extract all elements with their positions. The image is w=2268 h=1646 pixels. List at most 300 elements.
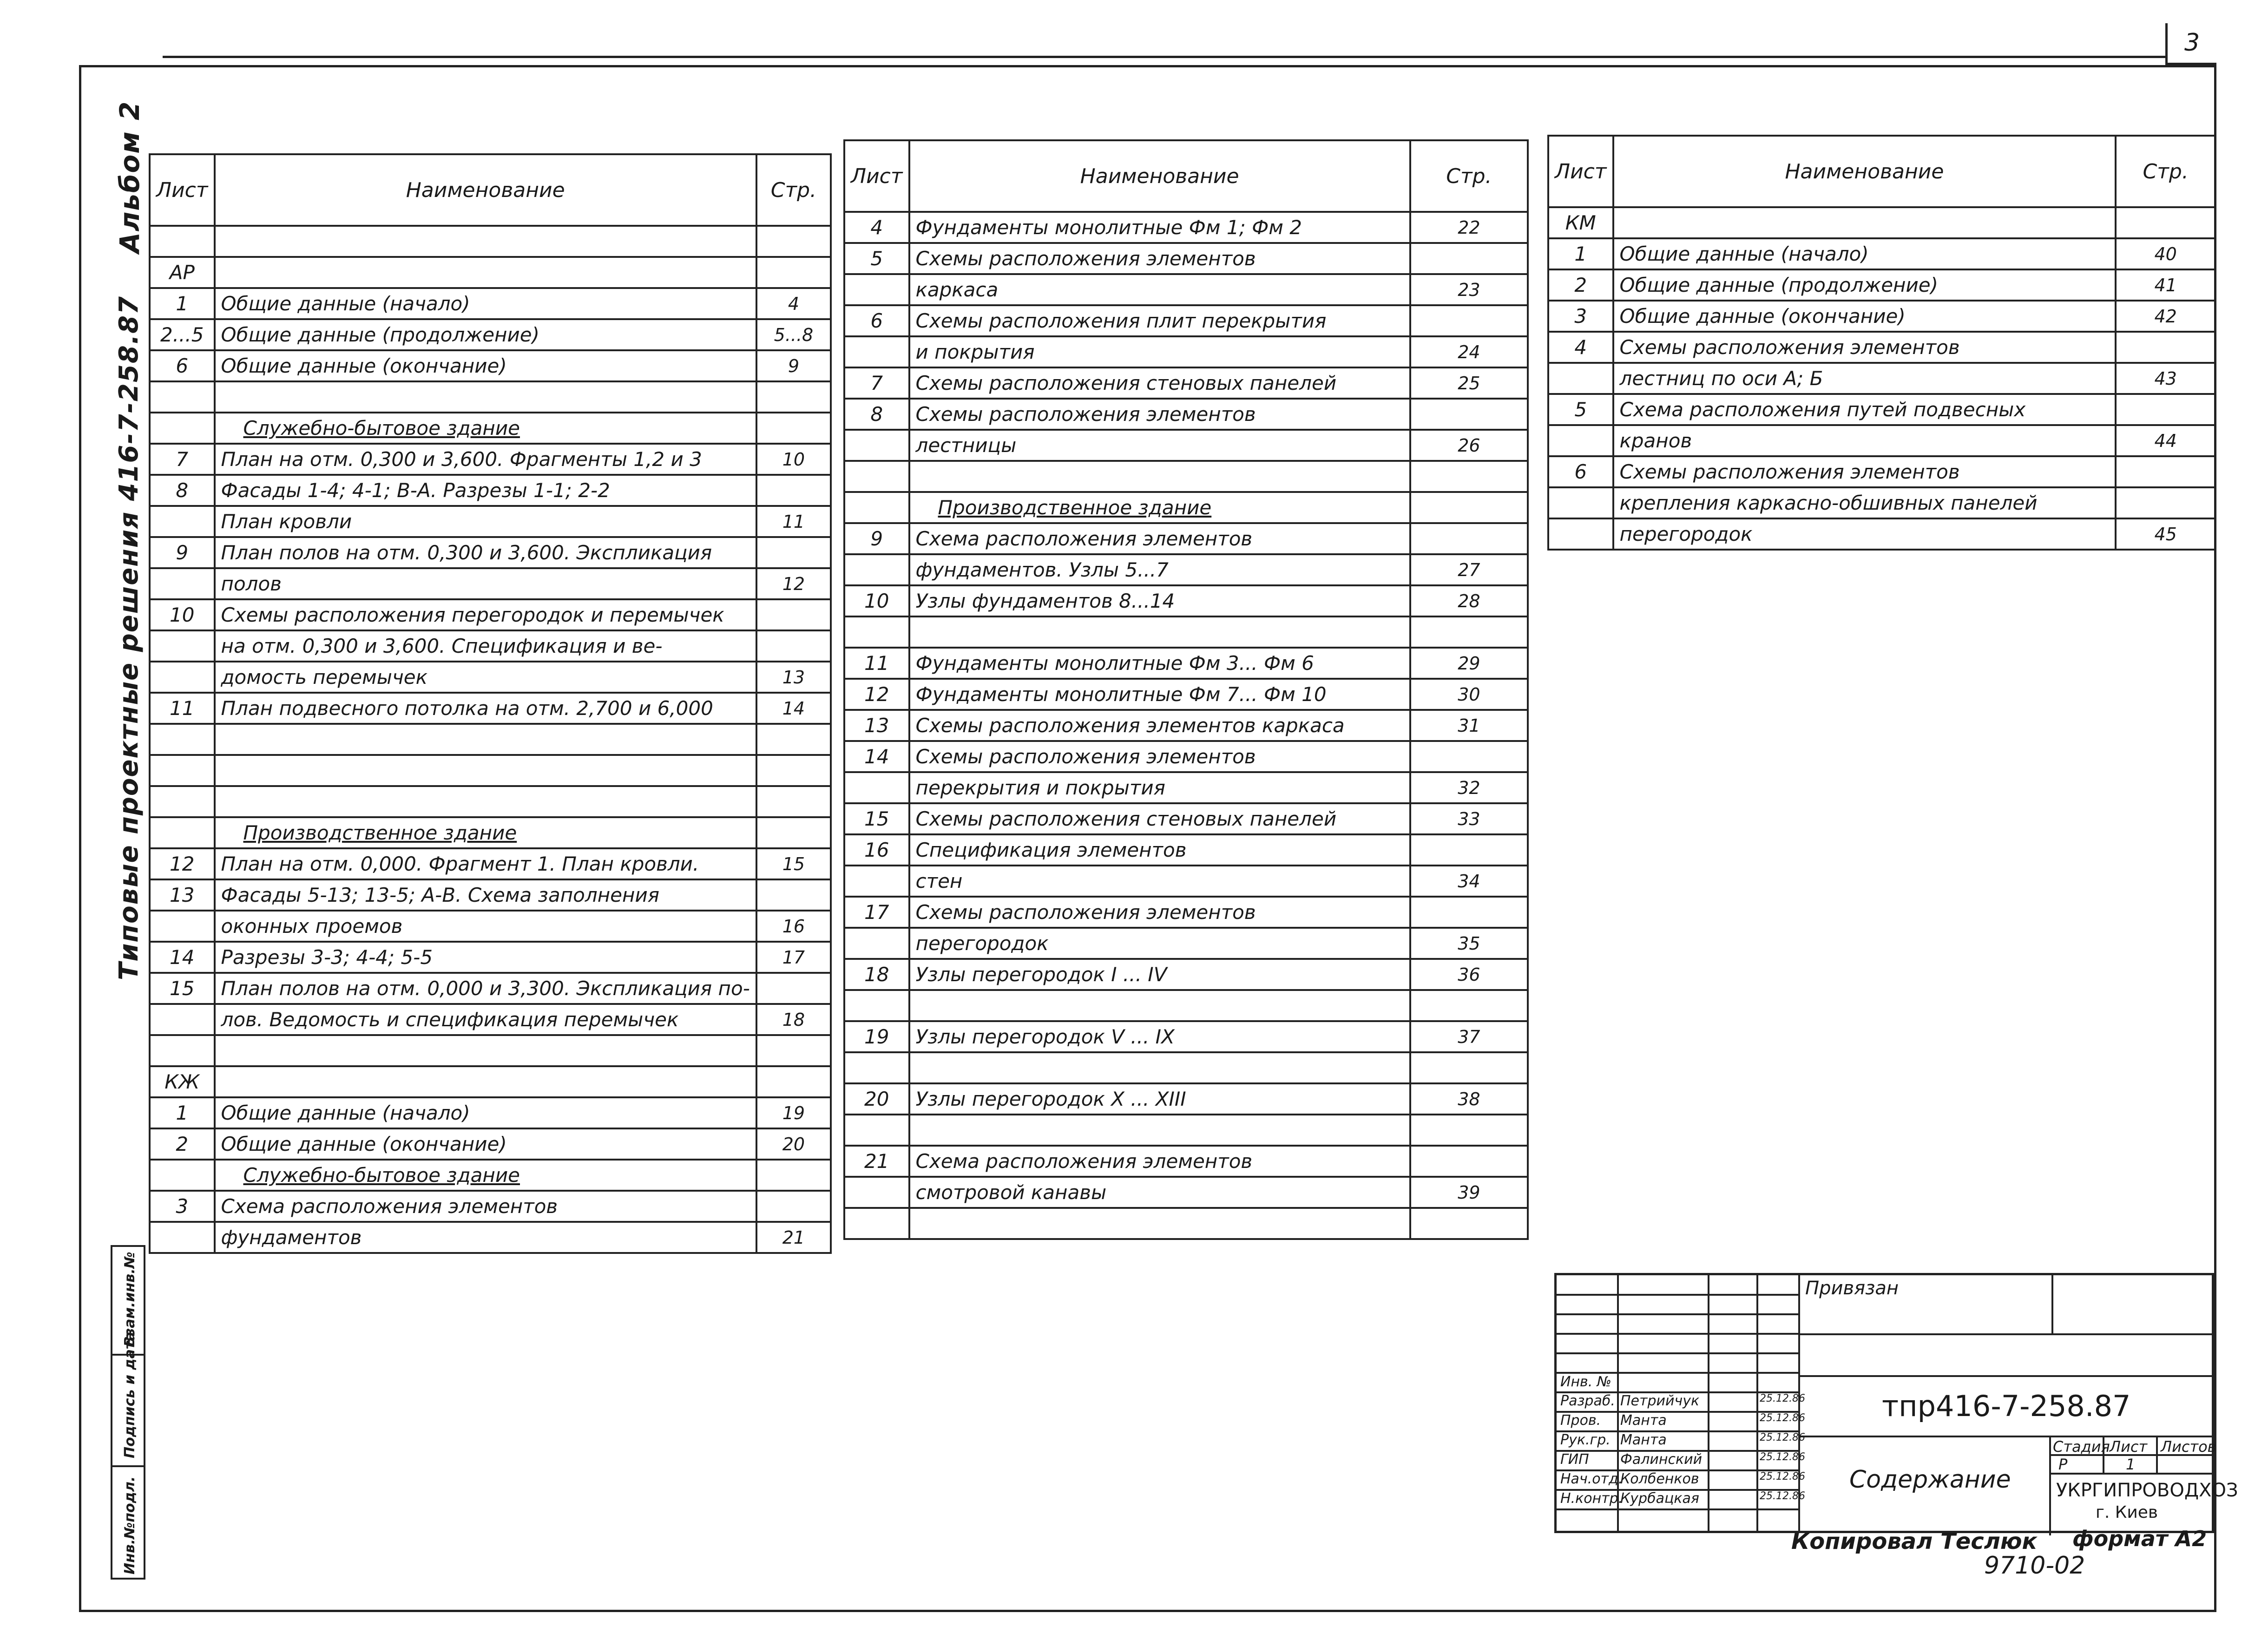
- table-row: [844, 1208, 1528, 1239]
- sheet-cell: [844, 554, 909, 585]
- page-cell: [756, 226, 831, 257]
- page-cell: 23: [1410, 274, 1528, 305]
- page-cell: 36: [1410, 959, 1528, 990]
- page-cell: [2116, 332, 2215, 363]
- page-cell: 5...8: [756, 319, 831, 350]
- sheet-cell: 11: [150, 693, 215, 724]
- table-row: [150, 1035, 831, 1066]
- sheet-cell: 6: [150, 350, 215, 381]
- sheets-label: Листов: [2161, 1438, 2216, 1456]
- name-cell: Схемы расположения элементов: [909, 399, 1410, 430]
- sheet-cell: 4: [844, 212, 909, 243]
- role-name: Фалинский: [1620, 1451, 1703, 1468]
- table-row: [150, 786, 831, 817]
- name-cell: План полов на отм. 0,000 и 3,300. Экспликация по-: [215, 973, 756, 1004]
- sheet-cell: [844, 616, 909, 648]
- table-row: [1548, 238, 2215, 269]
- table-row: [150, 288, 831, 319]
- role-name: Манта: [1620, 1412, 1667, 1429]
- sheet-cell: 20: [844, 1083, 909, 1115]
- table-row: [844, 1052, 1528, 1083]
- sheet-cell: 5: [1548, 394, 1613, 425]
- table-row: [150, 350, 831, 381]
- page-cell: [1410, 616, 1528, 648]
- name-cell: домость перемычек: [215, 662, 756, 693]
- sheet-cell: 6: [844, 305, 909, 336]
- sheet-cell: 21: [844, 1146, 909, 1177]
- name-cell: перекрытия и покрытия: [909, 772, 1410, 803]
- table-row: [150, 1191, 831, 1222]
- sheet-cell: 2...5: [150, 319, 215, 350]
- table-row: [150, 568, 831, 599]
- role-date: 25.12.86: [1760, 1451, 1805, 1463]
- page-cell: [756, 973, 831, 1004]
- name-cell: Схемы расположения элементов: [909, 243, 1410, 274]
- name-cell: фундаментов. Узлы 5...7: [909, 554, 1410, 585]
- sheet-title: Содержание: [1849, 1466, 2011, 1494]
- table-row: [150, 942, 831, 973]
- name-cell: Разрезы 3-3; 4-4; 5-5: [215, 942, 756, 973]
- name-cell: Общие данные (начало): [1613, 238, 2116, 269]
- table-row: [844, 336, 1528, 367]
- org-city: г. Киев: [2096, 1503, 2158, 1522]
- left-approval-stamp: [111, 1245, 145, 1580]
- table-row: [844, 710, 1528, 741]
- contents-table-1: [149, 153, 832, 1254]
- inv-no-orig-label: Инв.№подл.: [122, 1476, 138, 1574]
- sheet-cell: 7: [844, 367, 909, 399]
- page-cell: [1410, 305, 1528, 336]
- name-cell: [215, 724, 756, 755]
- album-label: Альбом 2: [114, 100, 145, 253]
- name-cell: Фасады 1-4; 4-1; В-А. Разрезы 1-1; 2-2: [215, 475, 756, 506]
- table-row: [1548, 363, 2215, 394]
- name-cell: Схемы расположения стеновых панелей: [909, 803, 1410, 834]
- table-row: [844, 399, 1528, 430]
- table-header-row: [1548, 136, 2215, 207]
- format-label: формат А2: [2072, 1526, 2207, 1551]
- sheet-cell: 18: [844, 959, 909, 990]
- sheet-cell: [1548, 363, 1613, 394]
- table-row: [1548, 301, 2215, 332]
- name-cell: Схема расположения элементов: [909, 523, 1410, 554]
- sheet-cell: 12: [844, 679, 909, 710]
- sheet-cell: [844, 430, 909, 461]
- inv-no-label: Инв. №: [1560, 1374, 1612, 1390]
- section-heading: Служебно-бытовое здание: [215, 413, 756, 444]
- page-cell: 34: [1410, 866, 1528, 897]
- replaced-inv-label: Взам.инв.№: [122, 1252, 138, 1347]
- sheet-cell: 11: [844, 648, 909, 679]
- table-row: [844, 367, 1528, 399]
- table-row: [150, 319, 831, 350]
- table-row: [1548, 207, 2215, 238]
- header-name: Наименование: [1613, 136, 2116, 207]
- sheet-number: 3: [2165, 23, 2216, 65]
- page-cell: [1410, 1052, 1528, 1083]
- page-cell: 44: [2116, 425, 2215, 456]
- table-row: [150, 1160, 831, 1191]
- name-cell: Общие данные (продолжение): [215, 319, 756, 350]
- page-cell: [1410, 1146, 1528, 1177]
- section-heading: Производственное здание: [215, 817, 756, 848]
- name-cell: лестниц по оси А; Б: [1613, 363, 2116, 394]
- table-row: [844, 274, 1528, 305]
- role-label: Рук.гр.: [1560, 1432, 1611, 1448]
- sheet-cell: 15: [844, 803, 909, 834]
- table-row: [844, 492, 1528, 523]
- header-page: Стр.: [756, 154, 831, 226]
- table-row: [150, 693, 831, 724]
- sheet-cell: [844, 461, 909, 492]
- page-cell: 27: [1410, 554, 1528, 585]
- table-row: [1548, 456, 2215, 487]
- sign-date-label: Подпись и дата: [122, 1331, 138, 1458]
- sheet-cell: [844, 990, 909, 1021]
- name-cell: План полов на отм. 0,300 и 3,600. Экспликация: [215, 537, 756, 568]
- page-cell: [1410, 1115, 1528, 1146]
- name-cell: Узлы фундаментов 8...14: [909, 585, 1410, 616]
- table-row: [150, 413, 831, 444]
- table-row: [844, 928, 1528, 959]
- name-cell: Общие данные (окончание): [1613, 301, 2116, 332]
- name-cell: [909, 461, 1410, 492]
- name-cell: полов: [215, 568, 756, 599]
- name-cell: на отм. 0,300 и 3,600. Спецификация и ве-: [215, 630, 756, 662]
- series-title: Типовые проектные решения 416-7-258.87: [114, 295, 144, 980]
- sheet-cell: 19: [844, 1021, 909, 1052]
- page-cell: 38: [1410, 1083, 1528, 1115]
- role-date: 25.12.86: [1760, 1471, 1805, 1482]
- name-cell: крепления каркасно-обшивных панелей: [1613, 487, 2116, 518]
- name-cell: Схемы расположения элементов: [909, 897, 1410, 928]
- table-row: [844, 212, 1528, 243]
- name-cell: Общие данные (начало): [215, 288, 756, 319]
- sheet-cell: 3: [150, 1191, 215, 1222]
- sheet-cell: 10: [150, 599, 215, 630]
- sheet-cell: [1548, 518, 1613, 550]
- page-cell: 28: [1410, 585, 1528, 616]
- table-row: [150, 1097, 831, 1128]
- sheet-cell: [150, 724, 215, 755]
- sheet-cell: 13: [150, 879, 215, 911]
- page-cell: [1410, 741, 1528, 772]
- table-row: [844, 803, 1528, 834]
- table-row: [150, 381, 831, 413]
- sheet-cell: [844, 274, 909, 305]
- name-cell: Схемы расположения элементов каркаса: [909, 710, 1410, 741]
- role-date: 25.12.86: [1760, 1432, 1805, 1443]
- page-cell: [756, 755, 831, 786]
- role-label: Нач.отд.: [1560, 1471, 1623, 1487]
- name-cell: [215, 1035, 756, 1066]
- page-cell: [756, 786, 831, 817]
- table-row: [150, 506, 831, 537]
- page-cell: [756, 1035, 831, 1066]
- sheet-cell: [150, 226, 215, 257]
- table-row: [150, 1004, 831, 1035]
- privyazan-label: Привязан: [1805, 1278, 1899, 1299]
- name-cell: Схемы расположения элементов: [909, 741, 1410, 772]
- table-row: [150, 724, 831, 755]
- page-cell: 37: [1410, 1021, 1528, 1052]
- name-cell: План кровли: [215, 506, 756, 537]
- sheet-cell: [844, 492, 909, 523]
- sheet-cell: 8: [844, 399, 909, 430]
- name-cell: [215, 257, 756, 288]
- table-row: [1548, 487, 2215, 518]
- sheet-cell: [150, 413, 215, 444]
- header-name: Наименование: [909, 140, 1410, 212]
- page-cell: 11: [756, 506, 831, 537]
- sheet-cell: 6: [1548, 456, 1613, 487]
- name-cell: Фундаменты монолитные Фм 1; Фм 2: [909, 212, 1410, 243]
- name-cell: Схема расположения путей подвесных: [1613, 394, 2116, 425]
- sheet-cell: [150, 1004, 215, 1035]
- name-cell: [215, 786, 756, 817]
- page-cell: 45: [2116, 518, 2215, 550]
- sheet-cell: 7: [150, 444, 215, 475]
- table-row: [150, 879, 831, 911]
- header-page: Стр.: [2116, 136, 2215, 207]
- name-cell: Фундаменты монолитные Фм 7... Фм 10: [909, 679, 1410, 710]
- table-row: [844, 616, 1528, 648]
- table-row: [150, 475, 831, 506]
- header-sheet: Лист: [150, 154, 215, 226]
- table-row: [150, 257, 831, 288]
- sheet-cell: 14: [844, 741, 909, 772]
- name-cell: Спецификация элементов: [909, 834, 1410, 866]
- name-cell: Фундаменты монолитные Фм 3... Фм 6: [909, 648, 1410, 679]
- name-cell: Схемы расположения стеновых панелей: [909, 367, 1410, 399]
- role-date: 25.12.86: [1760, 1490, 1805, 1502]
- name-cell: План на отм. 0,000. Фрагмент 1. План кровли.: [215, 848, 756, 879]
- table-row: [844, 866, 1528, 897]
- page-cell: [756, 381, 831, 413]
- name-cell: перегородок: [1613, 518, 2116, 550]
- page-cell: [1410, 990, 1528, 1021]
- name-cell: [215, 226, 756, 257]
- sheet-cell: 10: [844, 585, 909, 616]
- doc-code: тпр416-7-258.87: [1882, 1389, 2131, 1423]
- role-date: 25.12.86: [1760, 1412, 1805, 1424]
- contents-table-2: [843, 139, 1529, 1240]
- table-row: [844, 648, 1528, 679]
- stage-value: Р: [2058, 1456, 2068, 1473]
- sheet-label: Лист: [2110, 1438, 2148, 1456]
- sheet-cell: [844, 772, 909, 803]
- table-row: [150, 848, 831, 879]
- sheet-cell: [150, 568, 215, 599]
- page-cell: 14: [756, 693, 831, 724]
- page-cell: [756, 413, 831, 444]
- name-cell: [215, 1066, 756, 1097]
- table-row: [844, 243, 1528, 274]
- page-cell: 4: [756, 288, 831, 319]
- page-cell: [2116, 394, 2215, 425]
- table-row: [844, 430, 1528, 461]
- sheet-cell: [150, 817, 215, 848]
- page-cell: 18: [756, 1004, 831, 1035]
- page-cell: [1410, 834, 1528, 866]
- name-cell: перегородок: [909, 928, 1410, 959]
- page-cell: 9: [756, 350, 831, 381]
- page-cell: [1410, 399, 1528, 430]
- page-cell: [756, 257, 831, 288]
- sheet-value: 1: [2126, 1456, 2136, 1473]
- role-name: Курбацкая: [1620, 1490, 1699, 1507]
- page-cell: 21: [756, 1222, 831, 1253]
- table-row: [844, 897, 1528, 928]
- page-cell: 43: [2116, 363, 2215, 394]
- sheet-cell: [150, 755, 215, 786]
- page-cell: [1410, 461, 1528, 492]
- sheet-cell: 5: [844, 243, 909, 274]
- sheet-cell: 16: [844, 834, 909, 866]
- page-cell: 31: [1410, 710, 1528, 741]
- table-row: [1548, 518, 2215, 550]
- sheet-cell: КМ: [1548, 207, 1613, 238]
- table-row: [844, 741, 1528, 772]
- table-row: [150, 1222, 831, 1253]
- name-cell: и покрытия: [909, 336, 1410, 367]
- table-row: [844, 523, 1528, 554]
- name-cell: [215, 381, 756, 413]
- name-cell: [1613, 207, 2116, 238]
- copied-by: Копировал Теслюк: [1791, 1528, 2038, 1554]
- role-date: 25.12.86: [1760, 1393, 1805, 1404]
- sheet-cell: 8: [150, 475, 215, 506]
- page-cell: 25: [1410, 367, 1528, 399]
- table-row: [150, 662, 831, 693]
- sheet-cell: 2: [150, 1128, 215, 1160]
- page-cell: 20: [756, 1128, 831, 1160]
- header-sheet: Лист: [1548, 136, 1613, 207]
- sheet-cell: 3: [1548, 301, 1613, 332]
- role-label: ГИП: [1560, 1451, 1589, 1468]
- sheet-cell: КЖ: [150, 1066, 215, 1097]
- role-label: Н.контр.: [1560, 1490, 1623, 1507]
- page-cell: 42: [2116, 301, 2215, 332]
- sheet-cell: [150, 1222, 215, 1253]
- sheet-cell: [844, 866, 909, 897]
- name-cell: кранов: [1613, 425, 2116, 456]
- name-cell: Схемы расположения элементов: [1613, 456, 2116, 487]
- page-cell: [756, 879, 831, 911]
- sheet-cell: 9: [844, 523, 909, 554]
- sheet-cell: [844, 1052, 909, 1083]
- section-heading: Служебно-бытовое здание: [215, 1160, 756, 1191]
- header-page: Стр.: [1410, 140, 1528, 212]
- name-cell: Фасады 5-13; 13-5; А-В. Схема заполнения: [215, 879, 756, 911]
- name-cell: Схемы расположения перегородок и перемычек: [215, 599, 756, 630]
- table-row: [150, 599, 831, 630]
- table-row: [844, 461, 1528, 492]
- page-cell: 22: [1410, 212, 1528, 243]
- page-cell: [1410, 523, 1528, 554]
- role-name: Петрийчук: [1620, 1393, 1700, 1409]
- name-cell: каркаса: [909, 274, 1410, 305]
- page-cell: 30: [1410, 679, 1528, 710]
- page-cell: 32: [1410, 772, 1528, 803]
- name-cell: оконных проемов: [215, 911, 756, 942]
- name-cell: [215, 755, 756, 786]
- table-row: [1548, 332, 2215, 363]
- page-cell: 29: [1410, 648, 1528, 679]
- sheet-cell: 9: [150, 537, 215, 568]
- page-cell: 17: [756, 942, 831, 973]
- sheet-cell: [844, 1177, 909, 1208]
- name-cell: Узлы перегородок X ... XIII: [909, 1083, 1410, 1115]
- table-row: [150, 630, 831, 662]
- page-cell: 16: [756, 911, 831, 942]
- role-name: Колбенков: [1620, 1471, 1699, 1487]
- table-row: [844, 1083, 1528, 1115]
- table-row: [844, 834, 1528, 866]
- name-cell: Общие данные (окончание): [215, 1128, 756, 1160]
- sheet-cell: 14: [150, 942, 215, 973]
- table-row: [150, 911, 831, 942]
- page-cell: [756, 1066, 831, 1097]
- table-row: [844, 1146, 1528, 1177]
- sheet-cell: [150, 506, 215, 537]
- page-cell: 24: [1410, 336, 1528, 367]
- sheet-cell: [1548, 425, 1613, 456]
- table-row: [1548, 394, 2215, 425]
- page-cell: 26: [1410, 430, 1528, 461]
- name-cell: [909, 616, 1410, 648]
- sheet-cell: [844, 1115, 909, 1146]
- name-cell: лов. Ведомость и спецификация перемычек: [215, 1004, 756, 1035]
- table-row: [150, 537, 831, 568]
- sheet-cell: 12: [150, 848, 215, 879]
- name-cell: смотровой канавы: [909, 1177, 1410, 1208]
- top-border-line: [163, 56, 2165, 58]
- table-row: [844, 990, 1528, 1021]
- page-cell: 13: [756, 662, 831, 693]
- table-row: [844, 1115, 1528, 1146]
- name-cell: Общие данные (начало): [215, 1097, 756, 1128]
- name-cell: фундаментов: [215, 1222, 756, 1253]
- name-cell: Узлы перегородок V ... IX: [909, 1021, 1410, 1052]
- table-row: [150, 973, 831, 1004]
- page-cell: 15: [756, 848, 831, 879]
- name-cell: Схема расположения элементов: [215, 1191, 756, 1222]
- table-row: [844, 959, 1528, 990]
- header-sheet: Лист: [844, 140, 909, 212]
- page-cell: 41: [2116, 269, 2215, 301]
- name-cell: Схемы расположения плит перекрытия: [909, 305, 1410, 336]
- page-cell: [756, 1160, 831, 1191]
- role-label: Пров.: [1560, 1412, 1601, 1429]
- name-cell: лестницы: [909, 430, 1410, 461]
- table-row: [844, 585, 1528, 616]
- sheet-cell: [1548, 487, 1613, 518]
- page-cell: [756, 537, 831, 568]
- page-cell: [756, 475, 831, 506]
- contents-table-3: [1547, 135, 2216, 551]
- archive-number: 9710-02: [1984, 1552, 2085, 1580]
- page-cell: 10: [756, 444, 831, 475]
- table-row: [844, 679, 1528, 710]
- sheet-cell: 17: [844, 897, 909, 928]
- page-cell: [756, 817, 831, 848]
- name-cell: Общие данные (продолжение): [1613, 269, 2116, 301]
- page-cell: 19: [756, 1097, 831, 1128]
- table-row: [844, 305, 1528, 336]
- name-cell: [909, 990, 1410, 1021]
- sheet-cell: [150, 1035, 215, 1066]
